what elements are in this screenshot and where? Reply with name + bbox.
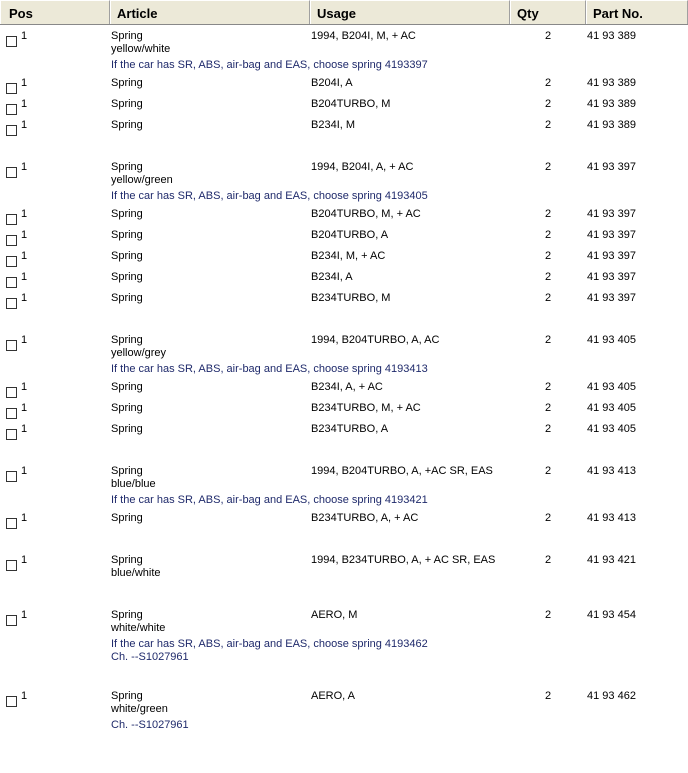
article-color: white/white [111,622,166,634]
part-no-cell: 41 93 405 [587,423,636,435]
usage-cell: B234TURBO, M, + AC [311,402,421,414]
article-color: white/green [111,703,168,715]
row-note: If the car has SR, ABS, air-bag and EAS, choose spring 4193413 [111,363,428,375]
qty-cell: 2 [545,423,552,435]
article-cell: Spring [111,402,143,414]
pos-cell: 1 [21,381,28,393]
article-cell: Spring [111,250,143,262]
pos-cell: 1 [21,271,28,283]
pos-cell: 1 [21,423,28,435]
row-checkbox[interactable] [6,125,17,136]
part-no-cell: 41 93 397 [587,208,636,220]
row-checkbox[interactable] [6,277,17,288]
article-cell: Spring [111,465,143,477]
usage-cell: B204TURBO, A [311,229,389,241]
table-row[interactable] [0,161,688,201]
article-cell: Spring [111,208,143,220]
row-checkbox[interactable] [6,560,17,571]
part-no-cell: 41 93 397 [587,292,636,304]
row-note: If the car has SR, ABS, air-bag and EAS, choose spring 4193421 [111,494,428,506]
table-row[interactable] [0,609,688,665]
article-color: blue/white [111,567,161,579]
table-row[interactable] [0,30,688,70]
pos-cell: 1 [21,229,28,241]
row-checkbox[interactable] [6,256,17,267]
part-no-cell: 41 93 389 [587,119,636,131]
qty-cell: 2 [545,334,552,346]
part-no-cell: 41 93 389 [587,30,636,42]
row-note: If the car has SR, ABS, air-bag and EAS, choose spring 4193462 [111,638,428,650]
header-pos[interactable]: Pos [0,0,110,24]
part-no-cell: 41 93 405 [587,381,636,393]
header-usage[interactable]: Usage [310,0,510,24]
qty-cell: 2 [545,512,552,524]
row-checkbox[interactable] [6,167,17,178]
row-checkbox[interactable] [6,298,17,309]
pos-cell: 1 [21,512,28,524]
usage-cell: B234TURBO, A, + AC [311,512,419,524]
qty-cell: 2 [545,161,552,173]
row-checkbox[interactable] [6,340,17,351]
header-qty[interactable]: Qty [510,0,586,24]
row-checkbox[interactable] [6,104,17,115]
article-cell: Spring [111,512,143,524]
pos-cell: 1 [21,30,28,42]
usage-cell: B234TURBO, M [311,292,391,304]
article-color: blue/blue [111,478,156,490]
row-note: If the car has SR, ABS, air-bag and EAS, choose spring 4193397 [111,59,428,71]
qty-cell: 2 [545,271,552,283]
row-checkbox[interactable] [6,615,17,626]
article-cell: Spring [111,77,143,89]
part-no-cell: 41 93 397 [587,250,636,262]
article-cell: Spring [111,292,143,304]
row-checkbox[interactable] [6,429,17,440]
usage-cell: 1994, B204TURBO, A, AC [311,334,440,346]
usage-cell: B204I, A [311,77,353,89]
article-color: yellow/white [111,43,171,55]
table-row[interactable] [0,690,688,746]
row-checkbox[interactable] [6,696,17,707]
pos-cell: 1 [21,609,28,621]
usage-cell: B234I, M [311,119,356,131]
article-color: yellow/grey [111,347,167,359]
usage-cell: AERO, A [311,690,356,702]
table-row[interactable] [0,512,688,552]
chassis-note: Ch. --S1027961 [111,651,189,663]
qty-cell: 2 [545,292,552,304]
row-note: If the car has SR, ABS, air-bag and EAS, choose spring 4193405 [111,190,428,202]
row-checkbox[interactable] [6,387,17,398]
qty-cell: 2 [545,609,552,621]
part-no-cell: 41 93 405 [587,402,636,414]
part-no-cell: 41 93 413 [587,465,636,477]
article-cell: Spring [111,609,143,621]
row-checkbox[interactable] [6,36,17,47]
article-cell: Spring [111,554,143,566]
article-cell: Spring [111,381,143,393]
part-no-cell: 41 93 405 [587,334,636,346]
article-cell: Spring [111,161,143,173]
article-cell: Spring [111,423,143,435]
header-part-no[interactable]: Part No. [586,0,688,24]
usage-cell: 1994, B204I, A, + AC [311,161,414,173]
chassis-note: Ch. --S1027961 [111,719,189,731]
pos-cell: 1 [21,119,28,131]
qty-cell: 2 [545,554,552,566]
qty-cell: 2 [545,77,552,89]
pos-cell: 1 [21,334,28,346]
part-no-cell: 41 93 389 [587,77,636,89]
qty-cell: 2 [545,30,552,42]
part-no-cell: 41 93 397 [587,161,636,173]
article-cell: Spring [111,98,143,110]
usage-cell: 1994, B204I, M, + AC [311,30,416,42]
usage-cell: B234TURBO, A [311,423,389,435]
pos-cell: 1 [21,690,28,702]
pos-cell: 1 [21,465,28,477]
pos-cell: 1 [21,98,28,110]
article-color: yellow/green [111,174,173,186]
qty-cell: 2 [545,250,552,262]
parts-list [0,25,688,773]
qty-cell: 2 [545,119,552,131]
pos-cell: 1 [21,554,28,566]
table-row[interactable] [0,334,688,374]
part-no-cell: 41 93 389 [587,98,636,110]
part-no-cell: 41 93 397 [587,271,636,283]
part-no-cell: 41 93 462 [587,690,636,702]
pos-cell: 1 [21,402,28,414]
pos-cell: 1 [21,161,28,173]
qty-cell: 2 [545,465,552,477]
row-checkbox[interactable] [6,214,17,225]
usage-cell: 1994, B234TURBO, A, + AC SR, EAS [311,554,496,566]
usage-cell: B234I, A, + AC [311,381,383,393]
part-no-cell: 41 93 454 [587,609,636,621]
usage-cell: B234I, A [311,271,353,283]
article-cell: Spring [111,334,143,346]
qty-cell: 2 [545,98,552,110]
table-row[interactable] [0,119,688,159]
usage-cell: B234I, M, + AC [311,250,386,262]
usage-cell: B204TURBO, M [311,98,391,110]
part-no-cell: 41 93 413 [587,512,636,524]
row-checkbox[interactable] [6,471,17,482]
article-cell: Spring [111,271,143,283]
table-row[interactable] [0,554,688,594]
table-row[interactable] [0,465,688,505]
qty-cell: 2 [545,402,552,414]
pos-cell: 1 [21,77,28,89]
table-row[interactable] [0,292,688,332]
row-checkbox[interactable] [6,518,17,529]
table-row[interactable] [0,423,688,463]
article-cell: Spring [111,30,143,42]
qty-cell: 2 [545,690,552,702]
row-checkbox[interactable] [6,83,17,94]
article-cell: Spring [111,119,143,131]
qty-cell: 2 [545,229,552,241]
row-checkbox[interactable] [6,408,17,419]
usage-cell: B204TURBO, M, + AC [311,208,421,220]
article-cell: Spring [111,229,143,241]
row-checkbox[interactable] [6,235,17,246]
pos-cell: 1 [21,208,28,220]
qty-cell: 2 [545,208,552,220]
pos-cell: 1 [21,292,28,304]
part-no-cell: 41 93 421 [587,554,636,566]
usage-cell: 1994, B204TURBO, A, +AC SR, EAS [311,465,493,477]
usage-cell: AERO, M [311,609,358,621]
qty-cell: 2 [545,381,552,393]
part-no-cell: 41 93 397 [587,229,636,241]
article-cell: Spring [111,690,143,702]
column-header [0,0,688,25]
pos-cell: 1 [21,250,28,262]
header-article[interactable]: Article [110,0,310,24]
